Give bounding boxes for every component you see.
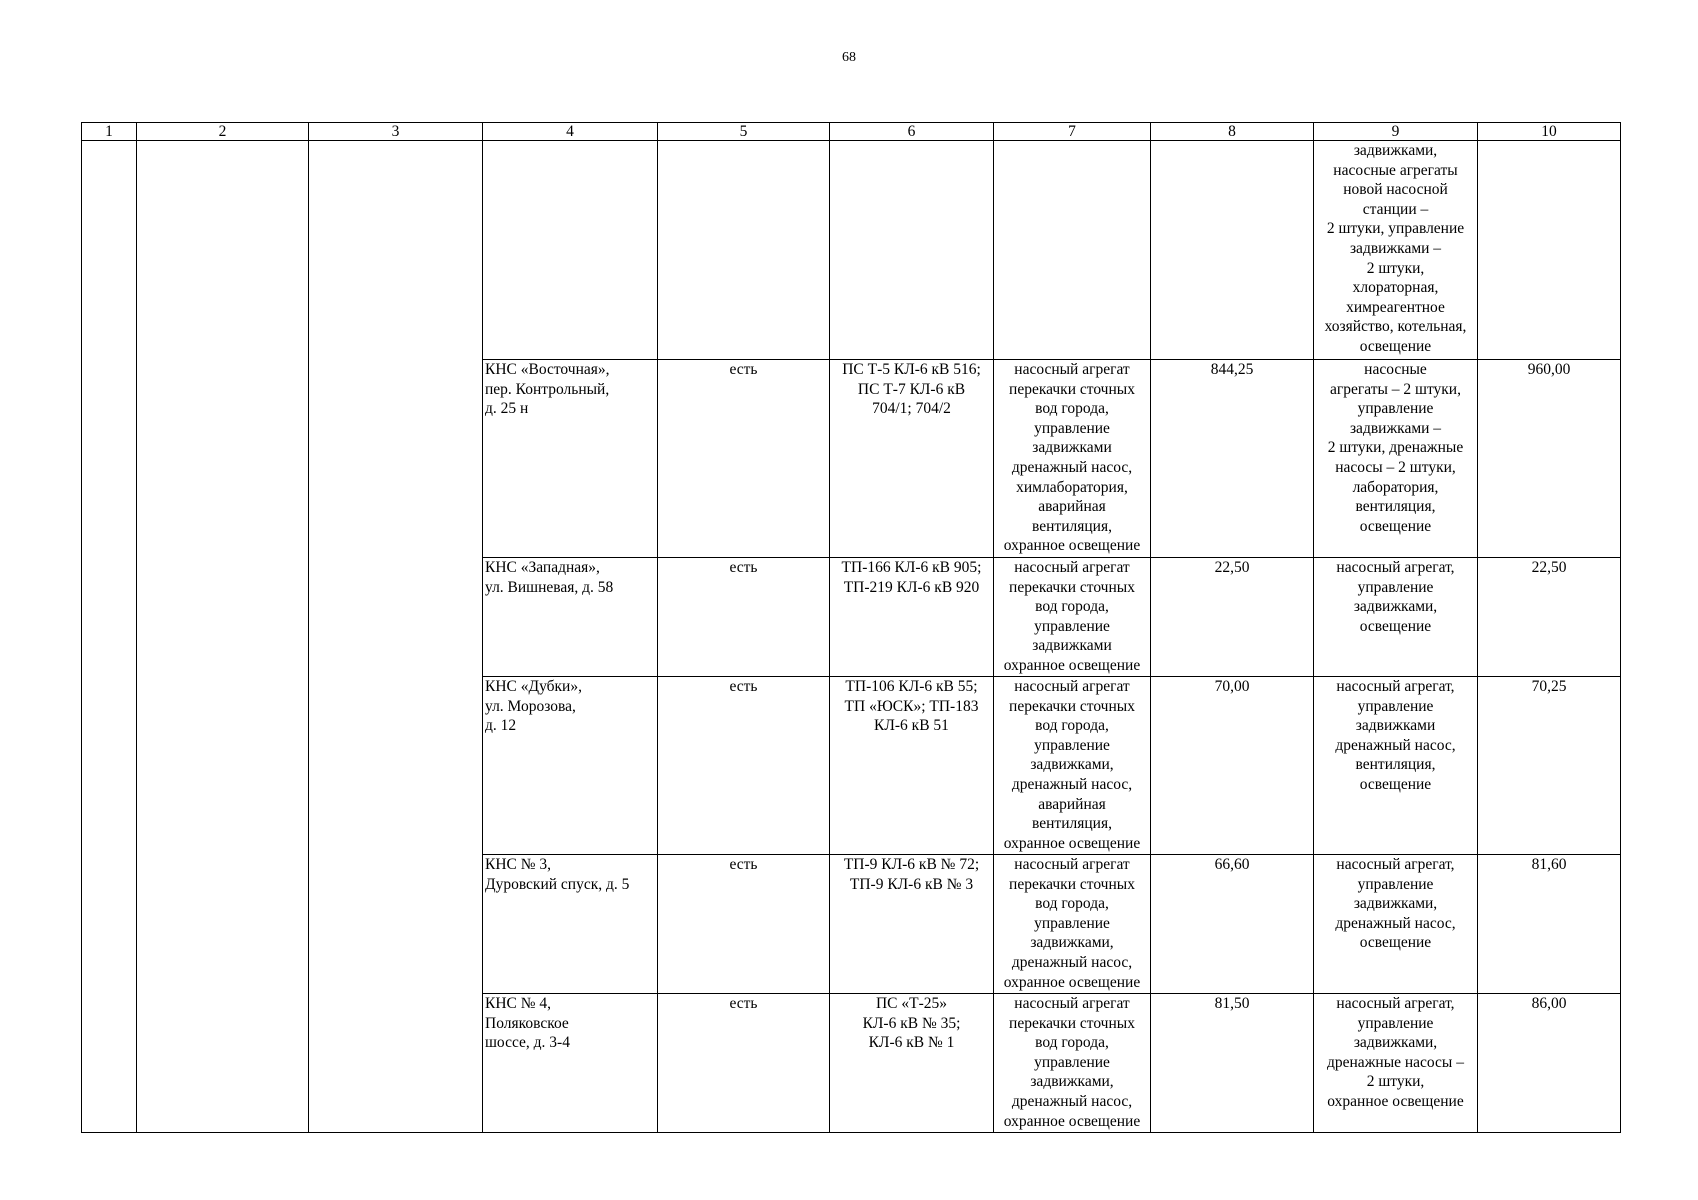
value8-cell: 22,50 (1151, 558, 1314, 677)
equipment-cell: насосный агрегат перекачки сточных вод города, управление задвижками охранное освещение (994, 558, 1151, 677)
empty-cell (137, 141, 309, 1133)
column-number-cell: 8 (1151, 123, 1314, 141)
availability-cell: есть (658, 677, 830, 855)
column-number-cell: 3 (309, 123, 483, 141)
power-source-cell: ПС «Т-25» КЛ-6 кВ № 35; КЛ-6 кВ № 1 (830, 994, 994, 1133)
equipment-cell: насосный агрегат перекачки сточных вод города, управление задвижками, дренажный насос, охранное освещение (994, 994, 1151, 1133)
consumers-cell: насосный агрегат, управление задвижками, освещение (1314, 558, 1478, 677)
consumers-cell: насосный агрегат, управление задвижками дренажный насос, вентиляция, освещение (1314, 677, 1478, 855)
continuation-row (82, 141, 1621, 360)
value10-cell: 960,00 (1478, 360, 1621, 558)
availability-cell: есть (658, 994, 830, 1133)
facility-name-cell: КНС № 3, Дуровский спуск, д. 5 (483, 855, 658, 994)
value8-cell: 66,60 (1151, 855, 1314, 994)
consumers-cell: насосный агрегат, управление задвижками, дренажный насос, освещение (1314, 855, 1478, 994)
column-number-cell: 2 (137, 123, 309, 141)
column-number-cell: 10 (1478, 123, 1621, 141)
empty-cell (658, 141, 830, 360)
value10-cell: 86,00 (1478, 994, 1621, 1133)
column-number-cell: 5 (658, 123, 830, 141)
empty-cell (994, 141, 1151, 360)
page-number: 68 (842, 50, 856, 65)
column-number-cell: 1 (82, 123, 137, 141)
consumers-cell: насосный агрегат, управление задвижками, дренажные насосы – 2 штуки, охранное освещение (1314, 994, 1478, 1133)
empty-cell (309, 141, 483, 1133)
column-number-cell: 9 (1314, 123, 1478, 141)
facility-name-cell: КНС «Дубки», ул. Морозова, д. 12 (483, 677, 658, 855)
value8-cell: 844,25 (1151, 360, 1314, 558)
power-source-cell: ТП-166 КЛ-6 кВ 905; ТП-219 КЛ-6 кВ 920 (830, 558, 994, 677)
facility-name-cell: КНС «Восточная», пер. Контрольный, д. 25 н (483, 360, 658, 558)
value8-cell: 81,50 (1151, 994, 1314, 1133)
data-table (81, 122, 1621, 1133)
equipment-cell: насосный агрегат перекачки сточных вод города, управление задвижками, дренажный насос, аварийная вентиляция, охранное освещение (994, 677, 1151, 855)
equipment-cell: насосный агрегат перекачки сточных вод города, управление задвижками дренажный насос, химлаборатория, аварийная вентиляция, охранное освещение (994, 360, 1151, 558)
availability-cell: есть (658, 558, 830, 677)
facility-name-cell: КНС № 4, Поляковское шоссе, д. 3-4 (483, 994, 658, 1133)
column-number-row (82, 123, 1621, 141)
power-source-cell: ПС Т-5 КЛ-6 кВ 516; ПС Т-7 КЛ-6 кВ 704/1; 704/2 (830, 360, 994, 558)
value10-cell: 70,25 (1478, 677, 1621, 855)
empty-cell (830, 141, 994, 360)
consumers-cell: насосные агрегаты – 2 штуки, управление задвижками – 2 штуки, дренажные насосы – 2 штуки, лаборатория, вентиляция, освещение (1314, 360, 1478, 558)
facility-name-cell: КНС «Западная», ул. Вишневая, д. 58 (483, 558, 658, 677)
consumers-cell: задвижками, насосные агрегаты новой насосной станции – 2 штуки, управление задвижками – 2 штуки, хлораторная, химреагентное хозяйство, котельная, освещение (1314, 141, 1478, 360)
column-number-cell: 6 (830, 123, 994, 141)
value10-cell: 22,50 (1478, 558, 1621, 677)
column-number-cell: 4 (483, 123, 658, 141)
empty-cell (1478, 141, 1621, 360)
availability-cell: есть (658, 360, 830, 558)
column-number-cell: 7 (994, 123, 1151, 141)
power-source-cell: ТП-106 КЛ-6 кВ 55; ТП «ЮСК»; ТП-183 КЛ-6 кВ 51 (830, 677, 994, 855)
empty-cell (1151, 141, 1314, 360)
empty-cell (82, 141, 137, 1133)
empty-cell (483, 141, 658, 360)
value8-cell: 70,00 (1151, 677, 1314, 855)
equipment-cell: насосный агрегат перекачки сточных вод города, управление задвижками, дренажный насос, охранное освещение (994, 855, 1151, 994)
power-source-cell: ТП-9 КЛ-6 кВ № 72; ТП-9 КЛ-6 кВ № 3 (830, 855, 994, 994)
value10-cell: 81,60 (1478, 855, 1621, 994)
availability-cell: есть (658, 855, 830, 994)
